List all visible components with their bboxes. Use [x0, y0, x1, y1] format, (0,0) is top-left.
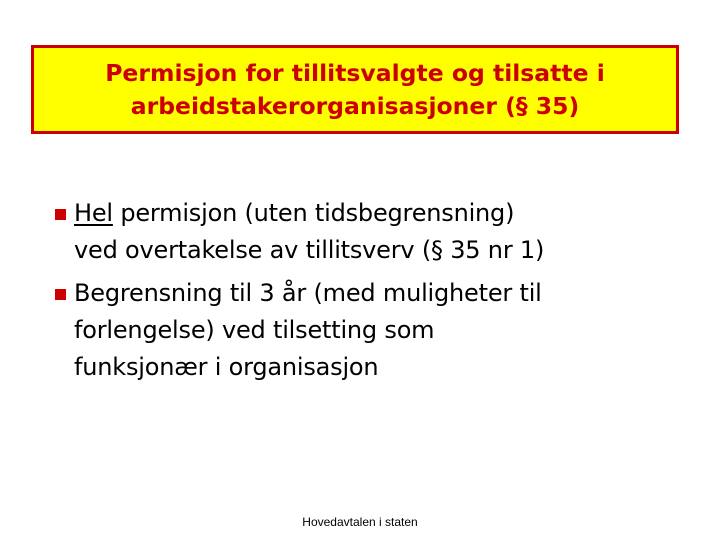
- square-bullet-icon: [55, 209, 66, 220]
- slide-footer: Hovedavtalen i staten: [302, 515, 418, 529]
- slide-title-line-2: arbeidstakerorganisasjoner (§ 35): [130, 91, 580, 120]
- bullet-line: ved overtakelse av tillitsverv (§ 35 nr 1): [74, 236, 545, 264]
- bullet-text: permisjon (uten tidsbegrensning): [112, 199, 515, 227]
- bullet-line: [74, 195, 694, 232]
- bullet-item-limited-leave: [54, 275, 694, 386]
- bullet-list: [54, 195, 694, 386]
- slide-title-box: [31, 45, 679, 134]
- bullet-line: Begrensning til 3 år (med muligheter til: [74, 279, 542, 307]
- square-bullet-icon: [55, 289, 66, 300]
- bullet-line: funksjonær i organisasjon: [74, 353, 379, 381]
- bullet-line: forlengelse) ved tilsetting som: [74, 316, 435, 344]
- bullet-item-full-leave: [54, 195, 694, 269]
- underlined-word: Hel: [74, 199, 113, 227]
- slide-title-line-1: Permisjon for tillitsvalgte og tilsatte i: [105, 58, 605, 87]
